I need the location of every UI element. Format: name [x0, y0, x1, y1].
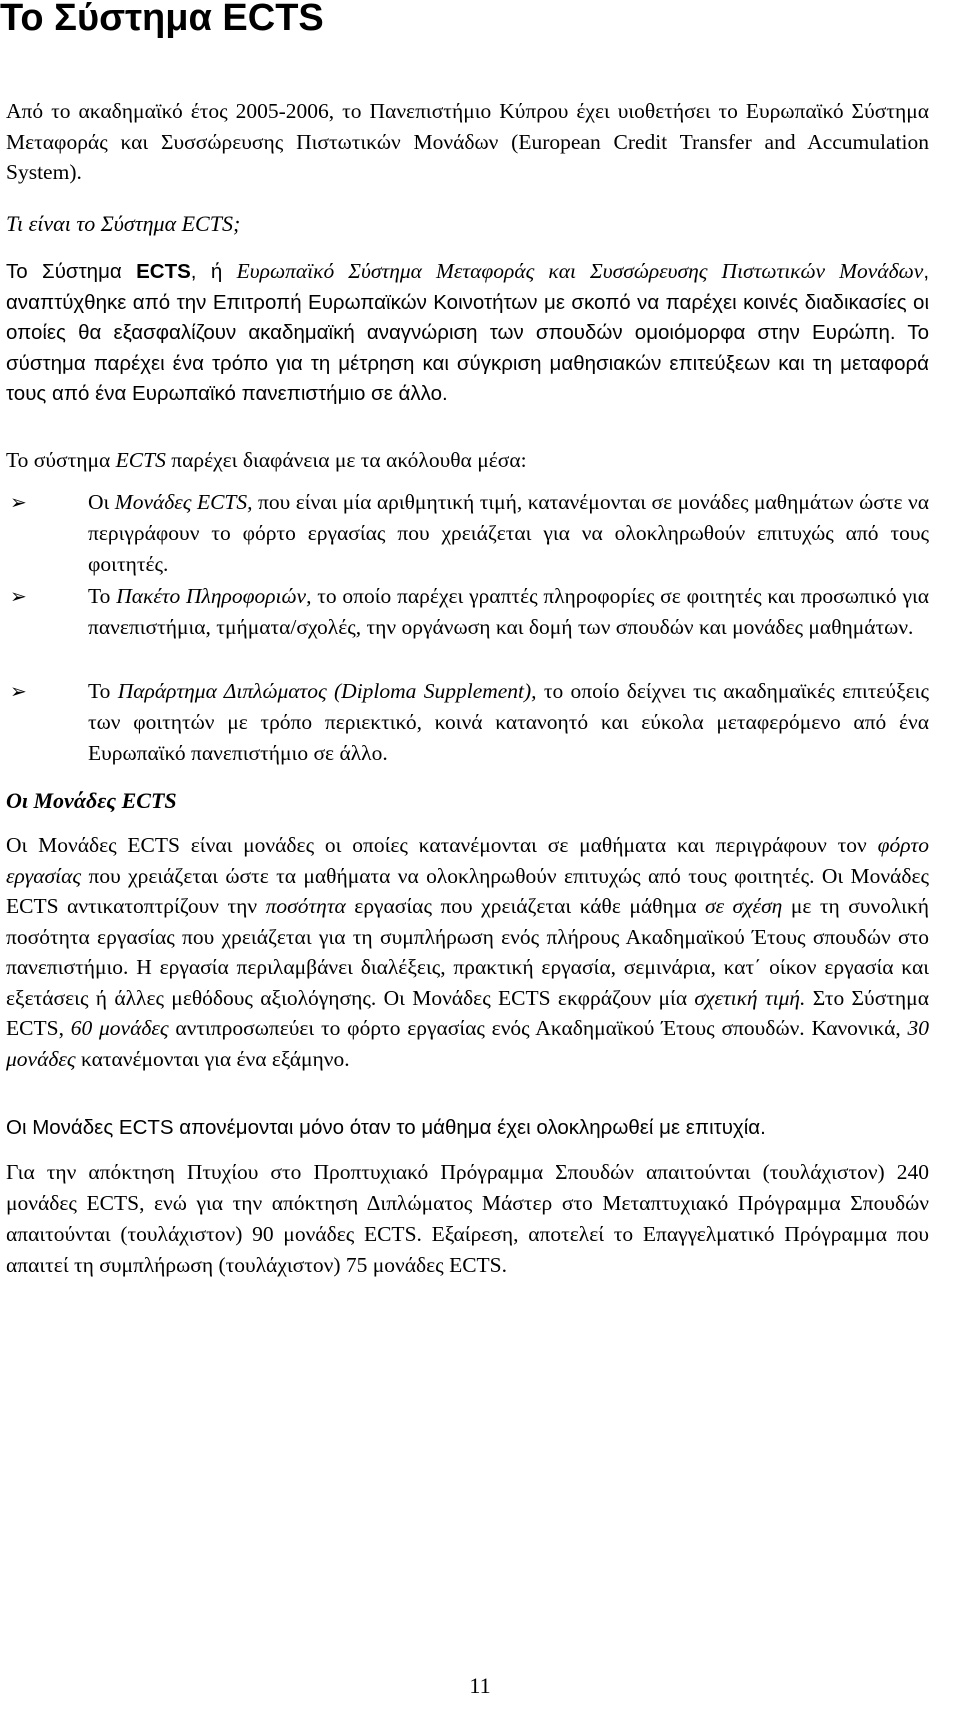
text-run: εργασίας που χρειάζεται κάθε μάθημα — [345, 894, 705, 918]
text-run: Οι — [88, 490, 115, 514]
section-heading-ects-credits: Οι Μονάδες ECTS — [6, 788, 177, 813]
emphasis-relative-value: σχετική τιμή. — [694, 985, 806, 1010]
transparency-paragraph — [6, 445, 929, 476]
text-run: , ή — [190, 260, 237, 283]
bullet-term: Μονάδες ECTS, — [114, 490, 253, 514]
arrowhead-bullet-icon: ➢ — [10, 679, 27, 703]
text-run: αντιπροσωπεύει το φόρτο εργασίας ενός Ακαδημαϊκού Έτους σπουδών. Κανονικά, — [168, 1016, 908, 1040]
emphasis-60-credits: 60 μονάδες — [70, 1016, 169, 1040]
page-title: Το Σύστημα ECTS — [0, 0, 324, 39]
credits-awarded-paragraph: Οι Μονάδες ECTS απονέμονται μόνο όταν το μάθημα έχει ολοκληρωθεί με επιτυχία. — [6, 1116, 766, 1139]
text-run: Το σύστημα — [6, 448, 116, 472]
text-run: , αναπτύχθηκε από την Επιτροπή Ευρωπαϊκών Κοινοτήτων με σκοπό να παρέχει κοινές διαδικασίες οι οποίες θα εξασφαλίζουν ακαδημαϊκή αναγνώριση των σπουδών ομοιόμορφα στην Ευρώπη. Το σύστημα παρέχει ένα τρόπο για τη μέτρηση και σύγκριση μαθησιακών επιτεύξεων και τη μεταφορά τους από ένα Ευρωπαϊκό πανεπιστήμιο σε άλλο. — [6, 260, 930, 405]
text-run: που είναι μία αριθμητική τιμή, κατανέμονται σε μονάδες μαθημάτων ώστε να περιγράφουν το φόρτο εργασίας που χρειάζεται για να ολοκληρωθούν επιτυχώς από τους φοιτητές. — [88, 490, 929, 576]
ects-full-name: Ευρωπαϊκό Σύστημα Μεταφοράς και Συσσώρευσης Πιστωτικών Μονάδων — [236, 259, 924, 283]
bullet-text — [88, 581, 929, 643]
ects-definition-paragraph — [6, 256, 929, 410]
text-run: το οποίο δείχνει τις ακαδημαϊκές επιτεύξεις των φοιτητών με τρόπο περιεκτικό, κοινά κατανοητό και εύκολα μεταφερόμενο από ένα Ευρωπαϊκό πανεπιστήμιο σε άλλο. — [88, 679, 929, 765]
text-run: με τη συνολική ποσότητα εργασίας που χρειάζεται για τη συμπλήρωση ενός πλήρους Ακαδημαϊκού Έτους σπουδών στο πανεπιστήμιο. Η εργασία περιλαμβάνει διαλέξεις, πρακτική εργασία, σεμινάρια, κατ΄ οίκον εργασία και εξετάσεις ή άλλες μεθόδους αξιολόγησης. Οι Μονάδες ECTS εκφράζουν μία — [6, 894, 929, 1010]
text-run: που χρειάζεται ώστε τα μαθήματα να ολοκληρωθούν επιτυχώς από τους φοιτητές. Οι Μονάδες ECTS αντικατοπτρίζουν την — [6, 863, 929, 918]
ects-credits-paragraph — [6, 830, 929, 1074]
emphasis-workload: φόρτο εργασίας — [6, 833, 929, 888]
text-run: το οποίο παρέχει γραπτές πληροφορίες σε φοιτητές και προσωπικό για πανεπιστήμια, τμήματα/σχολές, την οργάνωση και δομή των σπουδών και μονάδες μαθημάτων. — [88, 584, 929, 639]
text-run: Το — [88, 679, 118, 703]
bullet-term: Παράρτημα Διπλώματος (Diploma Supplement), — [117, 679, 537, 703]
intro-paragraph: Από το ακαδημαϊκό έτος 2005-2006, το Πανεπιστήμιο Κύπρου έχει υιοθετήσει το Ευρωπαϊκό Σύστημα Μεταφοράς και Συσσώρευσης Πιστωτικών Μονάδων (European Credit Transfer and Accumulation System). — [6, 99, 929, 184]
page-number: 11 — [469, 1673, 491, 1698]
bullet-term: Πακέτο Πληροφοριών, — [116, 584, 312, 608]
text-run: Οι Μονάδες ECTS είναι μονάδες οι οποίες κατανέμονται σε μαθήματα και περιγράφουν τον — [6, 833, 878, 857]
emphasis-quantity: ποσότητα — [265, 894, 346, 918]
text-run: Το Σύστημα — [6, 260, 137, 283]
arrowhead-bullet-icon: ➢ — [10, 490, 27, 514]
ects-italic-term: ECTS — [115, 448, 166, 472]
emphasis-relative: σε σχέση — [704, 894, 783, 918]
bullet-text — [88, 676, 929, 769]
text-run: παρέχει διαφάνεια με τα ακόλουθα μέσα: — [165, 448, 527, 472]
bullet-text — [88, 487, 929, 580]
text-run: κατανέμονται για ένα εξάμηνο. — [75, 1046, 350, 1071]
emphasis-30-credits: 30 μονάδες — [6, 1016, 930, 1071]
arrowhead-bullet-icon: ➢ — [10, 584, 27, 608]
text-run: Στο Σύστημα ECTS, — [6, 985, 929, 1040]
section-heading-what-is-ects: Τι είναι το Σύστημα ECTS; — [6, 211, 241, 236]
ects-bold-term: ECTS — [136, 260, 191, 283]
degree-requirements-paragraph: Για την απόκτηση Πτυχίου στο Προπτυχιακό Πρόγραμμα Σπουδών απαιτούνται (τουλάχιστον) 240 μονάδες ECTS, ενώ για την απόκτηση Διπλώματος Μάστερ στο Μεταπτυχιακό Πρόγραμμα Σπουδών απαιτούνται (τουλάχιστον) 90 μονάδες ECTS. Εξαίρεση, αποτελεί το Επαγγελματικό Πρόγραμμα που απαιτεί τη συμπλήρωση (τουλάχιστον) 75 μονάδες ECTS. — [6, 1160, 929, 1277]
text-run: Το — [88, 584, 117, 608]
